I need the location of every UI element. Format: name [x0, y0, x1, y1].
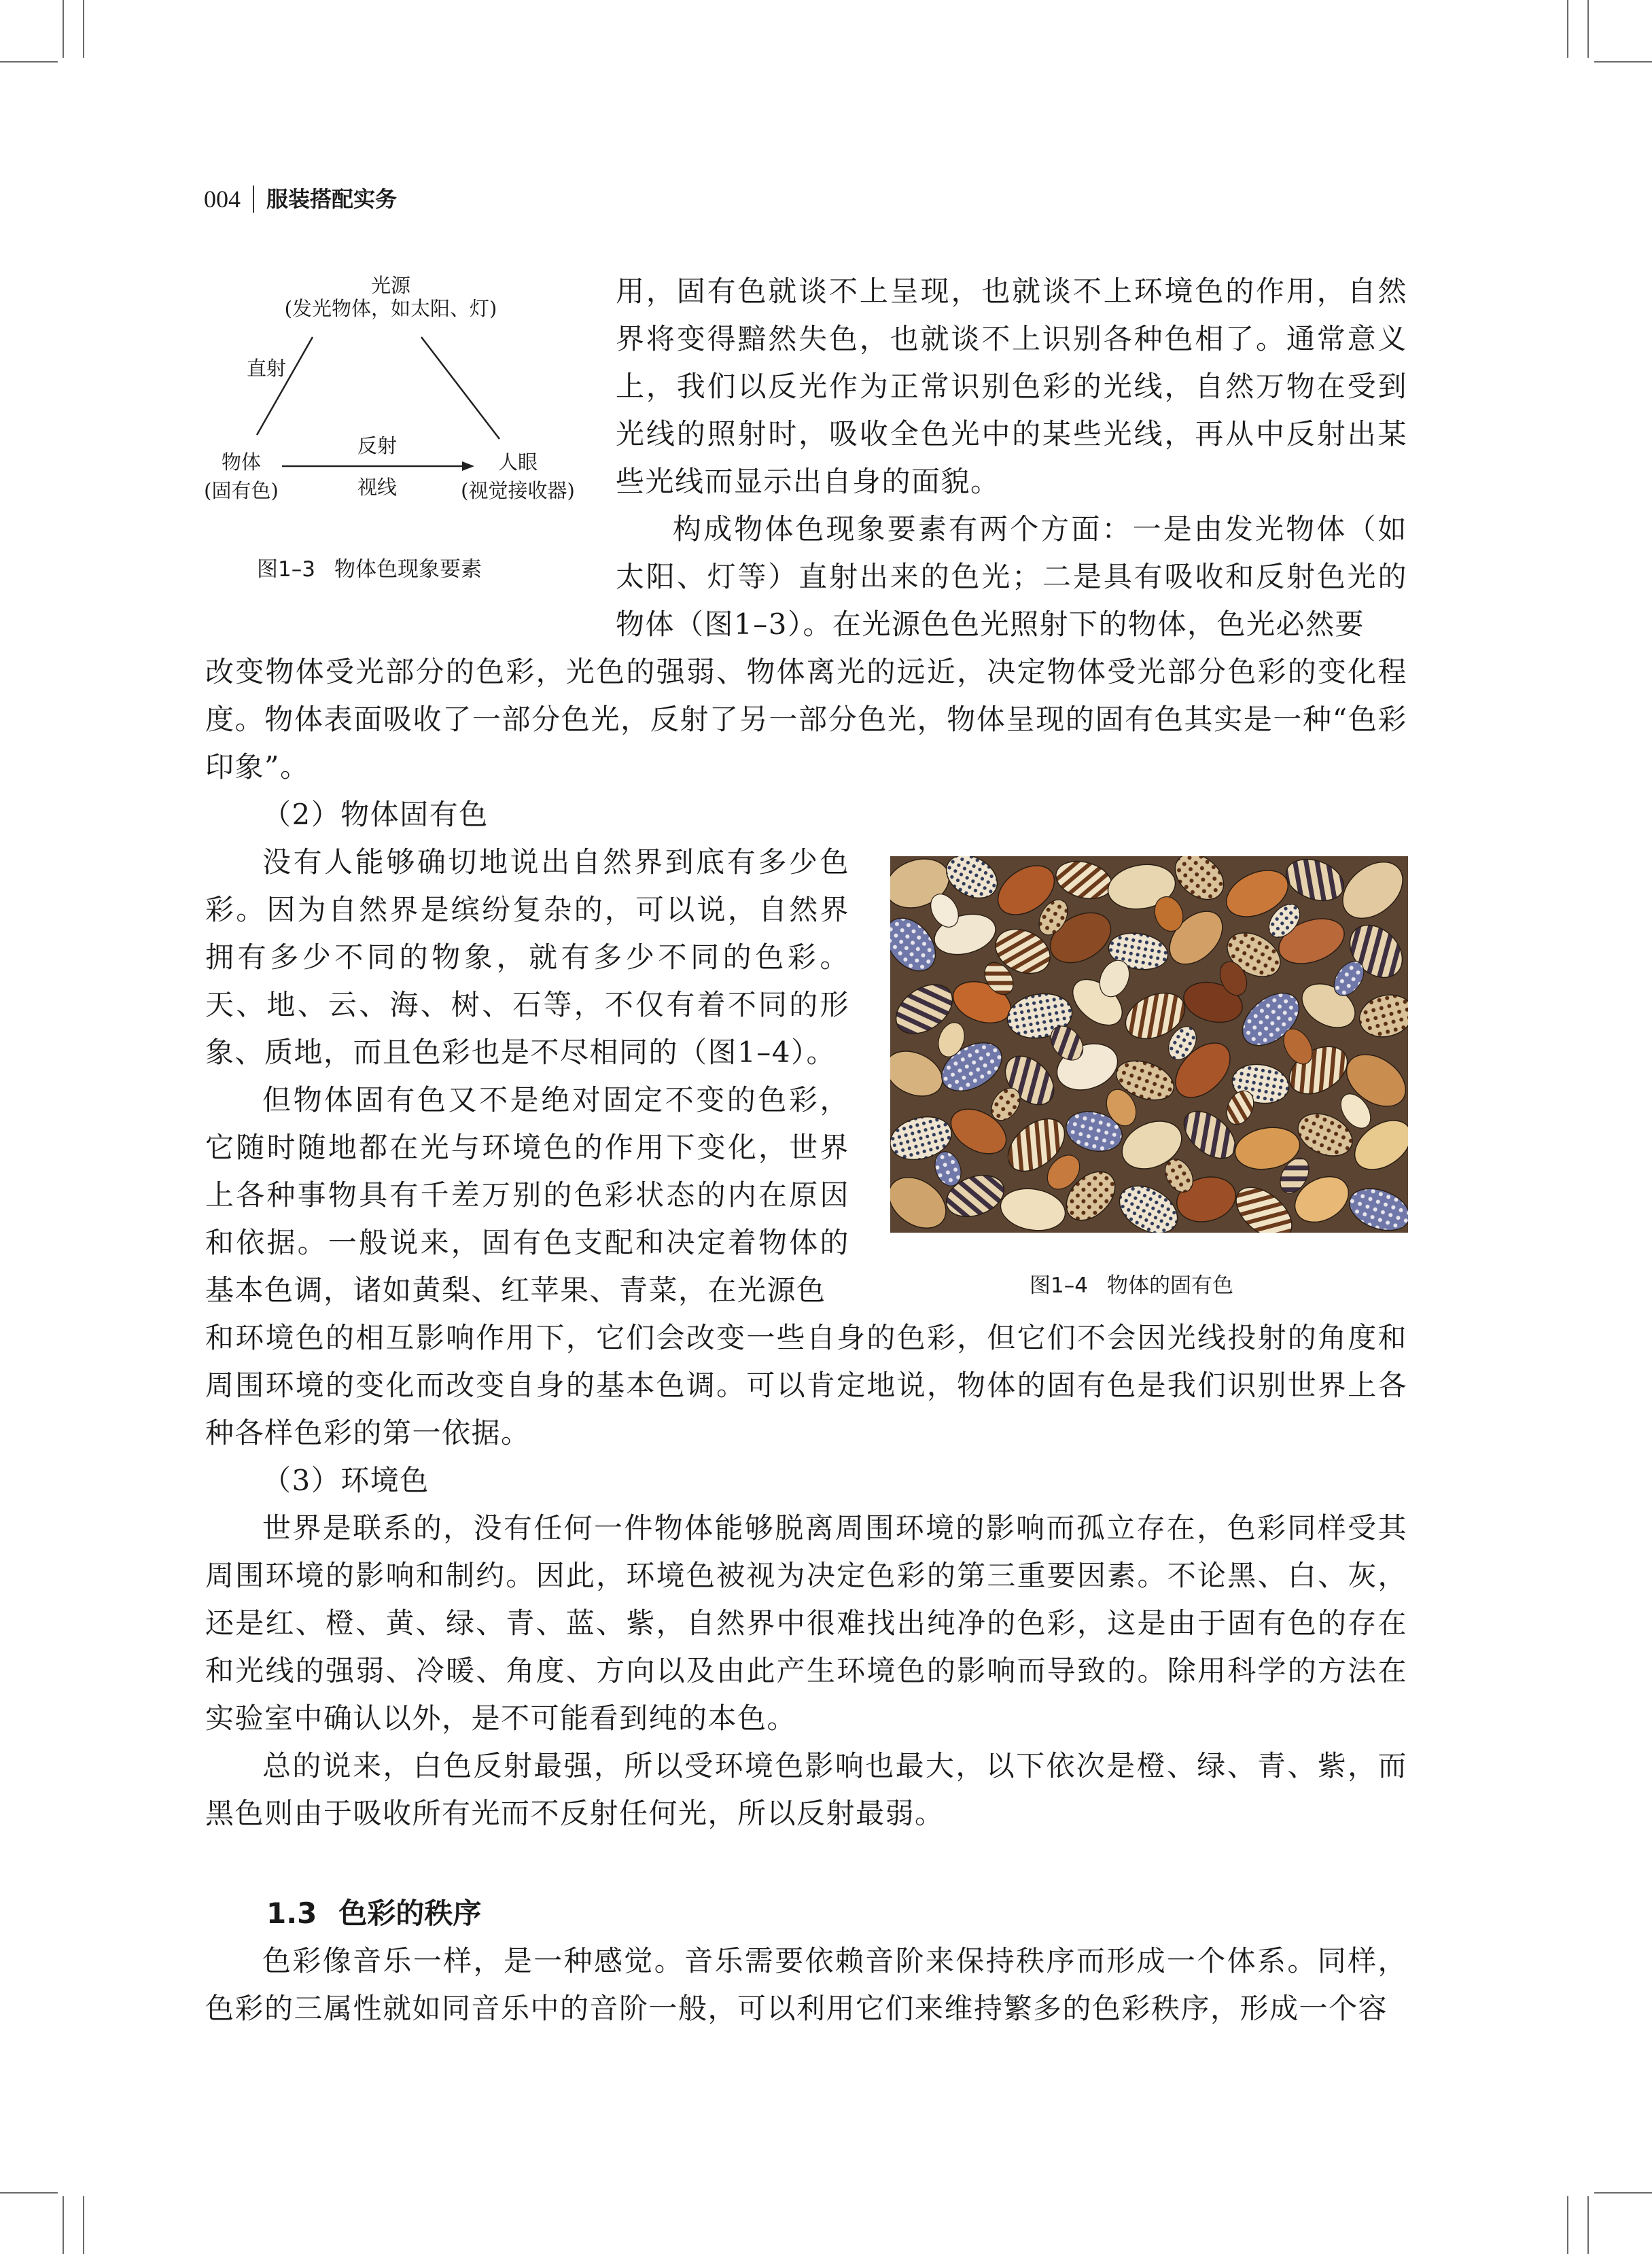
- running-header: [204, 182, 397, 216]
- paragraph: 但物体固有色又不是绝对固定不变的色彩，它随时随地都在光与环境色的作用下变化，世界上各种事物具有千差万别的色彩状态的内在原因和依据。一般说来，固有色支配和决定着物体的基本色调，诸如黄梨、红苹果、青菜，在光源色: [205, 1083, 849, 1307]
- crop-mark: [63, 0, 64, 58]
- crop-mark: [1587, 2196, 1589, 2254]
- paragraph: 色彩像音乐一样，是一种感觉。音乐需要依赖音阶来保持秩序而形成一个体系。同样，色彩的三属性就如同音乐中的音阶一般，可以利用它们来维持繁多的色彩秩序，形成一个容: [205, 1944, 1407, 2025]
- crop-mark: [0, 61, 58, 63]
- subheading: （3）环境色: [262, 1464, 429, 1497]
- shells-photo: [890, 856, 1408, 1233]
- object-sublabel: (固有色): [204, 479, 279, 502]
- paragraph: 用，固有色就谈不上呈现，也就谈不上环境色的作用，自然界将变得黯然失色，也就谈不上识别各种色相了。通常意义上，我们以反光作为正常识别色彩的光线，自然万物在受到光线的照射时，吸收全色光中的某些光线，再从中反射出某些光线而显示出自身的面貌。: [616, 275, 1407, 498]
- light-source-sublabel: (发光物体，如太阳、灯): [284, 297, 497, 320]
- eye-sublabel: (视觉接收器): [461, 479, 575, 502]
- eye-label: 人眼: [497, 451, 538, 474]
- paragraph: 世界是联系的，没有任何一件物体能够脱离周围环境的影响而孤立存在，色彩同样受其周围环境的影响和制约。因此，环境色被视为决定色彩的第三重要因素。不论黑、白、灰，还是红、橙、黄、绿、青、蓝、紫，自然界中很难找出纯净的色彩，这是由于固有色的存在和光线的强弱、冷暖、角度、方向以及由此产生环境色的影响而导致的。除用科学的方法在实验室中确认以外，是不可能看到纯的本色。: [205, 1511, 1407, 1735]
- crop-mark: [83, 2196, 84, 2254]
- figure-1-3-caption: [257, 556, 482, 583]
- crop-mark: [1567, 2196, 1568, 2254]
- book-title: 服装搭配实务: [266, 186, 398, 212]
- crop-mark: [1567, 0, 1568, 58]
- subheading: （2）物体固有色: [262, 798, 489, 831]
- figure-caption-text: 物体色现象要素: [334, 557, 482, 582]
- figure-1-4-caption: [1030, 1272, 1233, 1299]
- section-title: 色彩的秩序: [338, 1897, 482, 1930]
- direct-line: [257, 337, 313, 435]
- paragraph: 构成物体色现象要素有两个方面：一是由发光物体（如太阳、灯等）直射出来的色光；二是具有吸收和反射色光的物体（图1–3）。在光源色色光照射下的物体，色光必然要: [616, 512, 1407, 641]
- direct-label: 直射: [246, 357, 287, 380]
- crop-mark: [1587, 0, 1589, 58]
- figure-1-3-diagram: [197, 265, 591, 523]
- crop-mark: [1594, 61, 1652, 63]
- crop-mark: [1594, 2192, 1652, 2194]
- object-label: 物体: [221, 451, 262, 474]
- crop-mark: [0, 2192, 58, 2194]
- page-number: 004: [204, 186, 241, 213]
- section-heading: [266, 1890, 481, 1937]
- figure-caption-text: 物体的固有色: [1106, 1273, 1233, 1298]
- header-divider: [253, 186, 254, 213]
- reflect-line: [421, 337, 499, 439]
- figure-number: 图1–4: [1030, 1273, 1088, 1298]
- arrow-head: [462, 461, 474, 471]
- shells-illustration: [890, 856, 1408, 1233]
- sightline-label: 视线: [357, 476, 398, 499]
- paragraph: 总的说来，白色反射最强，所以受环境色影响也最大，以下依次是橙、绿、青、紫，而黑色则由于吸收所有光而不反射任何光，所以反射最弱。: [205, 1749, 1407, 1830]
- reflect-label: 反射: [357, 434, 398, 457]
- section-number: 1.3: [266, 1897, 317, 1930]
- figure-number: 图1–3: [257, 557, 315, 582]
- light-source-label: 光源: [370, 274, 411, 297]
- paragraph: 没有人能够确切地说出自然界到底有多少色彩。因为自然界是缤纷复杂的，可以说，自然界拥有多少不同的物象，就有多少不同的色彩。天、地、云、海、树、石等，不仅有着不同的形象、质地，而且色彩也是不尽相同的（图1–4）。: [205, 845, 849, 1069]
- paragraph: 改变物体受光部分的色彩，光色的强弱、物体离光的远近，决定物体受光部分色彩的变化程度。物体表面吸收了一部分色光，反射了另一部分色光，物体呈现的固有色其实是一种“色彩印象”。: [205, 655, 1407, 783]
- paragraph: 和环境色的相互影响作用下，它们会改变一些自身的色彩，但它们不会因光线投射的角度和周围环境的变化而改变自身的基本色调。可以肯定地说，物体的固有色是我们识别世界上各种各样色彩的第一依据。: [205, 1321, 1407, 1449]
- crop-mark: [63, 2196, 64, 2254]
- crop-mark: [83, 0, 84, 58]
